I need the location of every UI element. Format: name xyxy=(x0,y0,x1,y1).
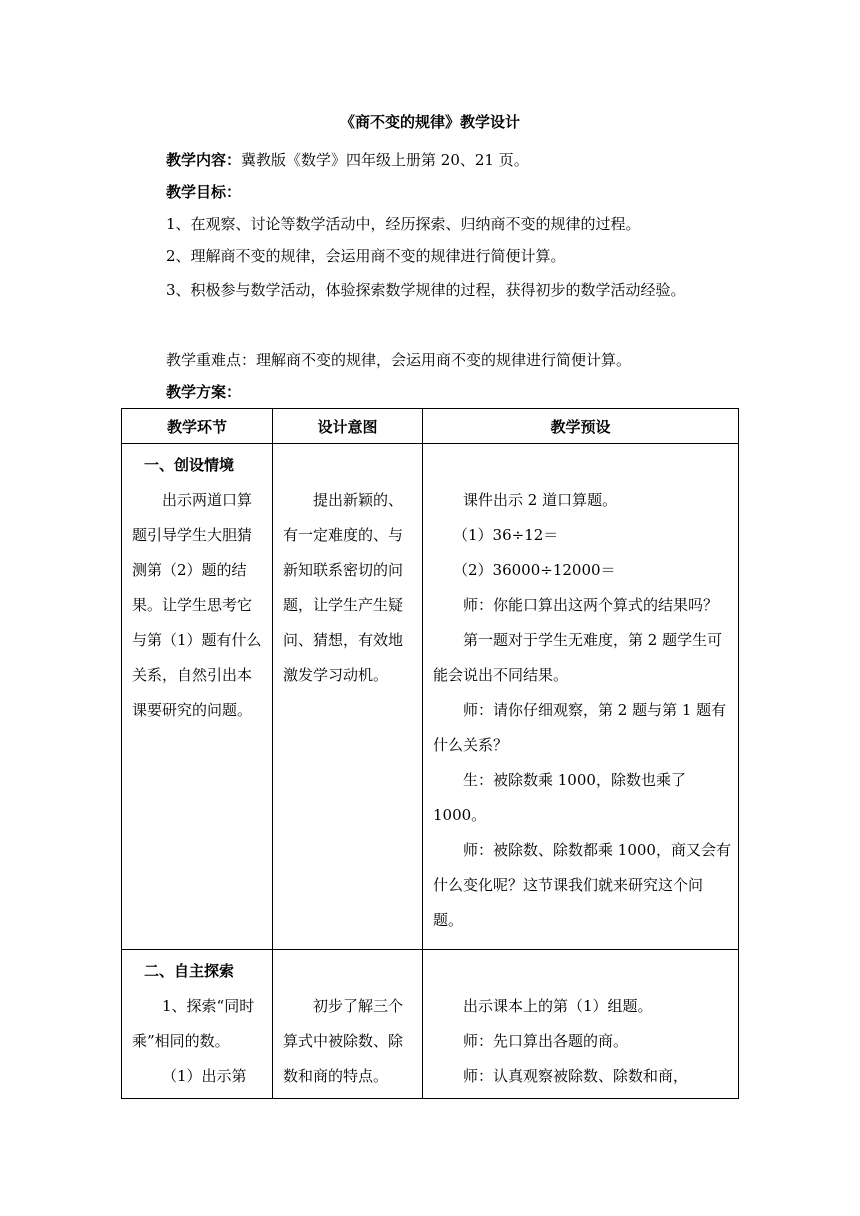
header-intent: 设计意图 xyxy=(273,409,423,444)
intent-text: 初步了解三个算式中被除数、除数和商的特点。 xyxy=(283,997,404,1085)
teaching-content xyxy=(122,144,736,177)
stage-cell xyxy=(122,950,273,1099)
preset-cell xyxy=(423,950,739,1099)
preset-line: 师：认真观察被除数、除数和商， xyxy=(463,1067,689,1085)
teaching-goals-label: 教学目标： xyxy=(166,183,242,201)
preset-cell xyxy=(423,444,739,950)
stage-text: 出示两道口算题引导学生大胆猜测第（2）题的结果。让学生思考它与第（1）题有什么关系，自然引出本课要研究的问题。 xyxy=(132,491,262,719)
document-title: 《商不变的规律》教学设计 xyxy=(339,113,520,131)
teaching-plan-table xyxy=(121,408,739,1099)
intent-cell xyxy=(273,950,423,1099)
preset-line: 师：请你仔细观察，第 2 题与第 1 题有什么关系？ xyxy=(433,701,727,754)
header-stage: 教学环节 xyxy=(122,409,273,444)
stage-title: 二、自主探索 xyxy=(144,962,235,980)
teaching-content-text: 冀教版《数学》四年级上册第 20、21 页。 xyxy=(241,151,529,169)
table-row xyxy=(122,444,739,950)
intent-text: 提出新颖的、有一定难度的、与新知联系密切的问题，让学生产生疑问、猜想，有效地激发学习动机。 xyxy=(283,491,404,684)
key-points: 教学重难点：理解商不变的规律，会运用商不变的规律进行简便计算。 xyxy=(166,351,632,369)
preset-line: 出示课本上的第（1）组题。 xyxy=(463,997,653,1015)
stage-text: （1）出示第 xyxy=(162,1067,247,1085)
preset-line: 师：你能口算出这两个算式的结果吗？ xyxy=(463,596,719,614)
stage-cell xyxy=(122,444,273,950)
header-preset: 教学预设 xyxy=(423,409,739,444)
preset-line: 课件出示 2 道口算题。 xyxy=(463,491,618,509)
preset-line: 第一题对于学生无难度，第 2 题学生可能会说出不同结果。 xyxy=(433,631,723,684)
goal-1: 1、在观察、讨论等数学活动中，经历探索、归纳商不变的规律的过程。 xyxy=(166,215,641,233)
goal-3: 3、积极参与数学活动，体验探索数学规律的过程，获得初步的数学活动经验。 xyxy=(166,281,686,299)
table-row xyxy=(122,950,739,1099)
teaching-content-label: 教学内容： xyxy=(166,151,242,169)
intent-cell xyxy=(273,444,423,950)
preset-line: 师：被除数、除数都乘 1000，商又会有什么变化呢？这节课我们就来研究这个问题。 xyxy=(433,841,731,929)
preset-line: 生：被除数乘 1000，除数也乘了 1000。 xyxy=(433,771,686,824)
preset-line: 师：先口算出各题的商。 xyxy=(463,1032,629,1050)
stage-title: 一、创设情境 xyxy=(144,456,235,474)
goal-2: 2、理解商不变的规律，会运用商不变的规律进行简便计算。 xyxy=(166,247,566,265)
preset-line: （2）36000÷12000＝ xyxy=(453,561,616,579)
preset-line: （1）36÷12＝ xyxy=(453,526,559,544)
table-header-row xyxy=(122,409,739,444)
teaching-plan-label: 教学方案： xyxy=(166,383,242,401)
stage-text: 1、探索“同时乘”相同的数。 xyxy=(132,997,255,1050)
